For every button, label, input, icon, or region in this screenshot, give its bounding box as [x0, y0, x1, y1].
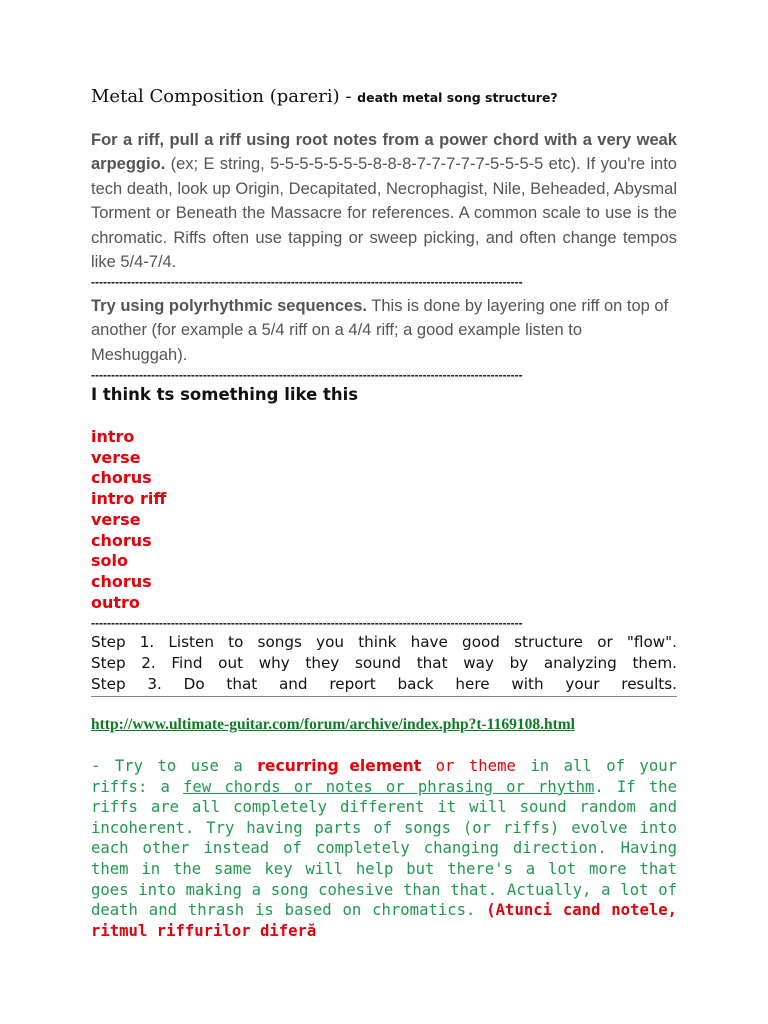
divider-2: ------------------------------------------------------------------------------------------------------------ — [91, 370, 523, 380]
think-heading: I think ts something like this — [91, 385, 359, 404]
list-item: solo — [91, 551, 128, 571]
list-item: outro — [91, 592, 140, 612]
p3-recurring-element: recurring element — [257, 757, 422, 775]
riff-paragraph-lead: For a riff, pull a riff using root notes from a power chord with a very weak arpeggio. — [91, 131, 677, 174]
p3-part-a: - Try to use a — [91, 757, 258, 775]
list-item: intro riff — [91, 489, 167, 509]
p3-part-d: in all of your riffs: a — [91, 757, 677, 796]
list-item: verse — [91, 447, 141, 467]
step-1: Step 1. Listen to songs you think have good structure or "flow". — [91, 633, 677, 651]
divider-3: ------------------------------------------------------------------------------------------------------------ — [91, 618, 523, 628]
riff-paragraph-text: (ex; E string, 5-5-5-5-5-5-5-8-8-8-7-7-7-7-7-5-5-5-5 etc). If you're into tech death, look up Origin, Decapitated, Necrophagist, Nile, Beheaded, Abysmal Torment or Beneath the Massacre for references. A common scale to use is the chromatic. Riffs often use tapping or sweep picking, and often change tempos like 5/4-7/4. — [91, 155, 677, 272]
step-3: Step 3. Do that and report back here with your results. — [91, 675, 677, 693]
horizontal-rule — [91, 696, 677, 697]
recurring-element-paragraph — [91, 756, 677, 941]
step-2: Step 2. Find out why they sound that way by analyzing them. — [91, 654, 677, 672]
steps-block — [91, 632, 677, 695]
title-sub: death metal song structure? — [357, 90, 558, 105]
polyrhythm-paragraph — [91, 294, 677, 367]
ultimate-guitar-link[interactable]: http://www.ultimate-guitar.com/forum/archive/index.php?t-1169108.html — [91, 716, 575, 733]
song-structure-list — [91, 427, 166, 613]
list-item: chorus — [91, 571, 152, 591]
list-item: chorus — [91, 468, 152, 488]
list-item: chorus — [91, 530, 152, 550]
riff-paragraph — [91, 128, 677, 274]
p3-romanian: (Atunci cand notele, ritmul riffurilor diferă — [91, 901, 678, 940]
divider-1: ------------------------------------------------------------------------------------------------------------ — [91, 277, 523, 287]
p3-part-f: . If the riffs are all completely different it will sound random and incoherent. Try having parts of songs (or riffs) evolve into each other instead of completely changing direction. Having them in the same key will help but there's a lot more that goes into making a song cohesive than that. Actually, a lot of death and thrash is based on chromatics. — [91, 777, 678, 920]
p3-underlined: few chords or notes or phrasing or rhythm — [183, 777, 595, 796]
p3-or-theme: or theme — [421, 757, 516, 775]
polyrhythm-paragraph-text: This is done by layering one riff on top of another (for example a 5/4 riff on a 4/4 riff; a good example listen to Meshuggah). — [91, 297, 669, 364]
polyrhythm-paragraph-lead: Try using polyrhythmic sequences. — [91, 297, 367, 315]
list-item: verse — [91, 509, 141, 529]
title-main: Metal Composition (pareri) - — [91, 86, 358, 107]
page-title — [91, 86, 691, 107]
list-item: intro — [91, 427, 135, 446]
